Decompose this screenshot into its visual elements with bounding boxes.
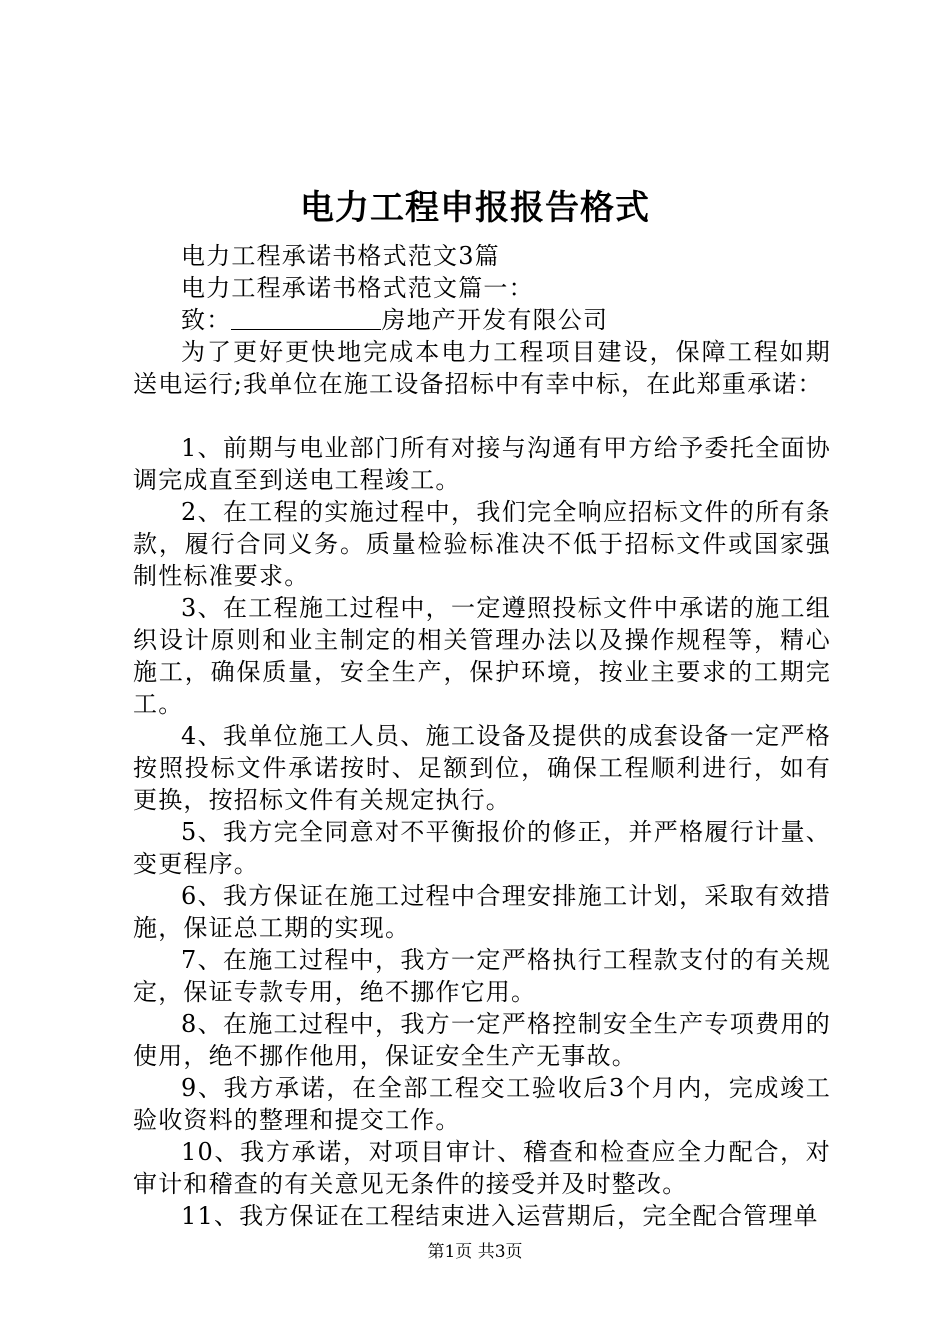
subtitle-1: 电力工程承诺书格式范文3篇 — [181, 242, 500, 270]
addressee-company: 房地产开发有限公司 — [381, 306, 609, 334]
intro-paragraph: 为了更好更快地完成本电力工程项目建设，保障工程如期送电运行;我单位在施工设备招标中有幸中标，在此郑重承诺： — [133, 338, 831, 398]
page-footer: 第1页 共3页 — [427, 1242, 523, 1262]
list-item: 7、在施工过程中，我方一定严格执行工程款支付的有关规定，保证专款专用，绝不挪作它用。 — [133, 946, 831, 1006]
list-item: 6、我方保证在施工过程中合理安排施工计划，采取有效措施，保证总工期的实现。 — [133, 882, 831, 942]
list-item: 9、我方承诺，在全部工程交工验收后3个月内，完成竣工验收资料的整理和提交工作。 — [133, 1074, 831, 1134]
list-item: 5、我方完全同意对不平衡报价的修正，并严格履行计量、变更程序。 — [133, 818, 831, 878]
paragraph-gap — [133, 400, 831, 432]
list-item: 11、我方保证在工程结束进入运营期后，完全配合管理单 — [181, 1202, 819, 1230]
list-item: 3、在工程施工过程中，一定遵照投标文件中承诺的施工组织设计原则和业主制定的相关管理办法以及操作规程等，精心施工，确保质量，安全生产，保护环境，按业主要求的工期完工。 — [133, 594, 831, 718]
list-item: 8、在施工过程中，我方一定严格控制安全生产专项费用的使用，绝不挪作他用，保证安全生产无事故。 — [133, 1010, 831, 1070]
list-item: 2、在工程的实施过程中，我们完全响应招标文件的所有条款，履行合同义务。质量检验标准决不低于招标文件或国家强制性标准要求。 — [133, 498, 831, 590]
document-title: 电力工程申报报告格式 — [300, 188, 650, 228]
list-item: 1、前期与电业部门所有对接与沟通有甲方给予委托全面协调完成直至到送电工程竣工。 — [133, 434, 831, 494]
list-item: 10、我方承诺，对项目审计、稽查和检查应全力配合，对审计和稽查的有关意见无条件的接受并及时整改。 — [133, 1138, 831, 1198]
addressee-line — [133, 304, 831, 336]
document-body — [133, 240, 831, 1232]
list-item: 4、我单位施工人员、施工设备及提供的成套设备一定严格按照投标文件承诺按时、足额到位，确保工程顺利进行，如有更换，按招标文件有关规定执行。 — [133, 722, 831, 814]
addressee-blank — [231, 307, 381, 330]
addressee-prefix: 致： — [181, 306, 232, 334]
subtitle-2: 电力工程承诺书格式范文篇一： — [181, 274, 534, 302]
